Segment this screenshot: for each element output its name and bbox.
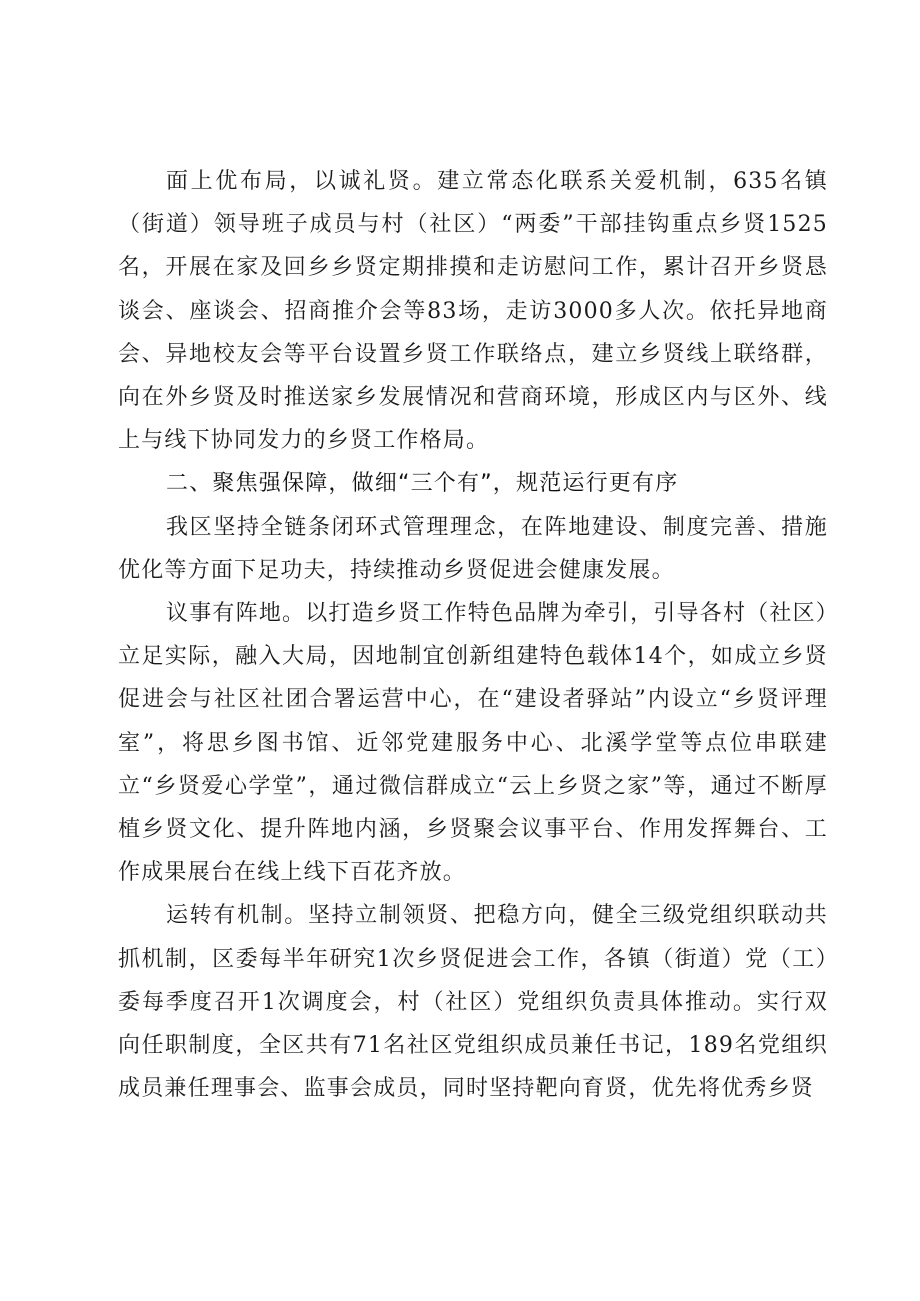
- paragraph-outreach: 面上优布局，以诚礼贤。建立常态化联系关爱机制，635名镇（街道）领导班子成员与村（社区）“两委”干部挂钩重点乡贤1525名，开展在家及回乡乡贤定期排摸和走访慰问工作，累计召开乡贤恳谈会、座谈会、招商推介会等83场，走访3000多人次。依托异地商会、异地校友会等平台设置乡贤工作联络点，建立乡贤线上联络群，向在外乡贤及时推送家乡发展情况和营商环境，形成区内与区外、线上与线下协同发力的乡贤工作格局。: [118, 169, 828, 454]
- paragraph-management: 我区坚持全链条闭环式管理理念，在阵地建设、制度完善、措施优化等方面下足功夫，持续推动乡贤促进会健康发展。: [118, 514, 828, 583]
- document-body: [118, 160, 828, 1110]
- paragraph-venue: 议事有阵地。以打造乡贤工作特色品牌为牵引，引导各村（社区）立足实际，融入大局，因地制宜创新组建特色载体14个，如成立乡贤促进会与社区社团合署运营中心，在“建设者驿站”内设立“乡贤评理室”，将思乡图书馆、近邻党建服务中心、北溪学堂等点位串联建立“乡贤爱心学堂”，通过微信群成立“云上乡贤之家”等，通过不断厚植乡贤文化、提升阵地内涵，乡贤聚会议事平台、作用发挥舞台、工作成果展台在线上线下百花齐放。: [118, 601, 828, 886]
- paragraph-mechanism: 运转有机制。坚持立制领贤、把稳方向，健全三级党组织联动共抓机制，区委每半年研究1次乡贤促进会工作，各镇（街道）党（工）委每季度召开1次调度会，村（社区）党组织负责具体推动。实行双向任职制度，全区共有71名社区党组织成员兼任书记，189名党组织成员兼任理事会、监事会成员，同时坚持靶向育贤，优先将优秀乡贤: [118, 903, 828, 1102]
- section-heading-2: 二、聚焦强保障，做细“三个有”，规范运行更有序: [166, 471, 679, 497]
